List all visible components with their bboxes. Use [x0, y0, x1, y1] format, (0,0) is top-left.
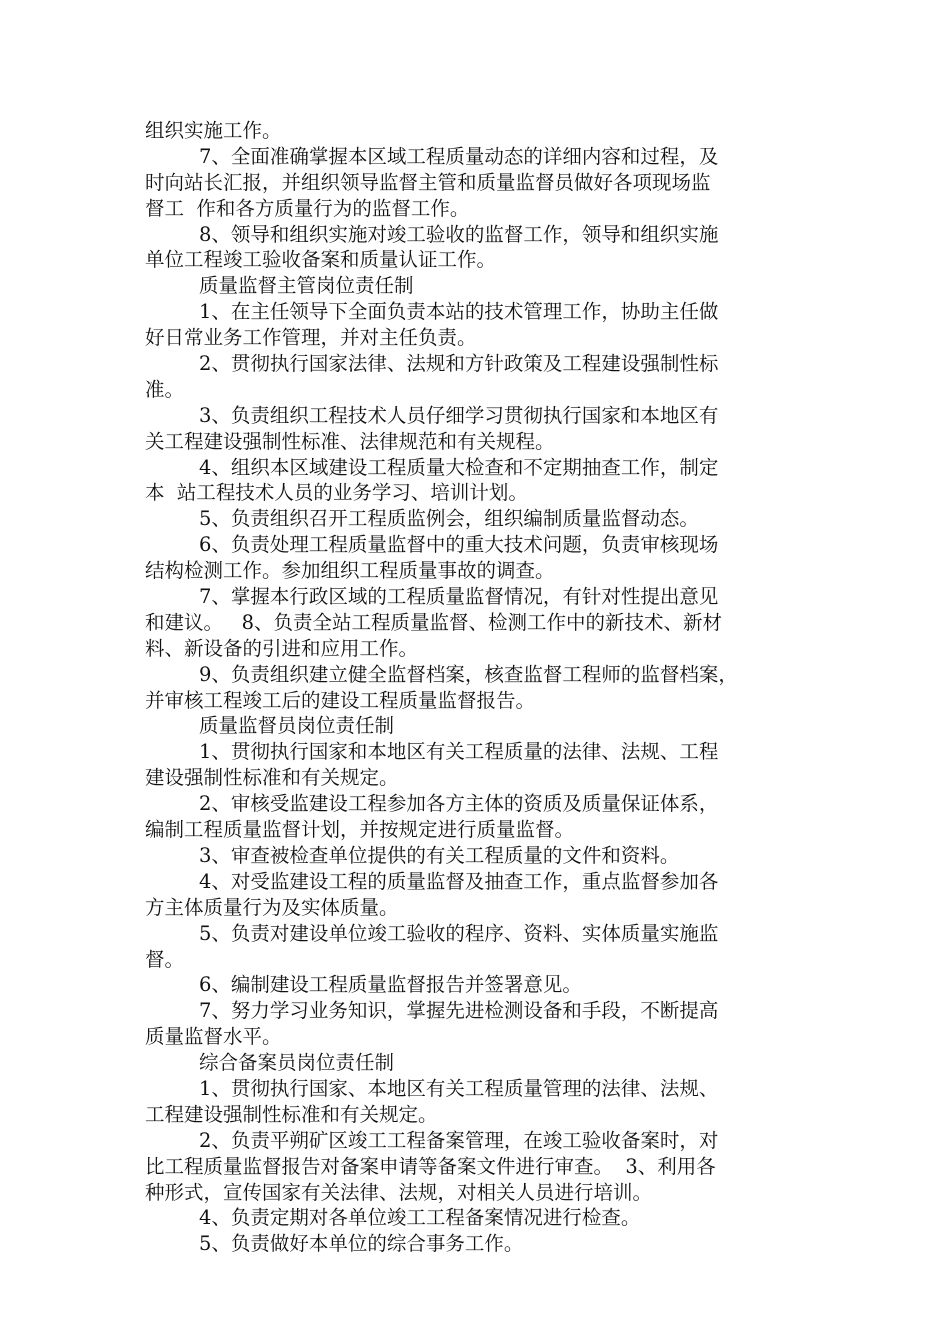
text-line: 建设强制性标准和有关规定。 [145, 766, 399, 790]
text-line: 2、负责平朔矿区竣工工程备案管理，在竣工验收备案时，对 [199, 1128, 719, 1152]
text-line: 3、负责组织工程技术人员仔细学习贯彻执行国家和本地区有 [199, 403, 719, 427]
text-line: 4、组织本区域建设工程质量大检查和不定期抽查工作，制定 [199, 455, 719, 479]
text-line: 单位工程竣工验收备案和质量认证工作。 [145, 248, 497, 272]
text-line: 7、掌握本行政区域的工程质量监督情况，有针对性提出意见 [199, 585, 719, 609]
text-line: 2、审核受监建设工程参加各方主体的资质及质量保证体系， [199, 792, 719, 816]
text-line: 5、负责做好本单位的综合事务工作。 [199, 1232, 524, 1256]
text-line: 1、贯彻执行国家和本地区有关工程质量的法律、法规、工程 [199, 740, 719, 764]
text-line: 时向站长汇报，并组织领导监督主管和质量监督员做好各项现场监 [145, 170, 711, 194]
section-heading: 质量监督员岗位责任制 [199, 714, 395, 738]
section-heading: 综合备案员岗位责任制 [199, 1051, 395, 1075]
text-line: 4、负责定期对各单位竣工工程备案情况进行检查。 [199, 1206, 641, 1230]
text-line: 组织实施工作。 [145, 119, 282, 142]
text-line: 6、编制建设工程质量监督报告并签署意见。 [199, 973, 582, 997]
text-line: 9、负责组织建立健全监督档案，核查监督工程师的监督档案， [199, 662, 738, 686]
text-line: 4、对受监建设工程的质量监督及抽查工作，重点监督参加各 [199, 869, 719, 893]
text-line: 督。 [145, 947, 185, 971]
text-line: 结构检测工作。参加组织工程质量事故的调查。 [145, 559, 555, 583]
text-line: 种形式，宣传国家有关法律、法规，对相关人员进行培训。 [145, 1180, 653, 1204]
text-line: 督工 作和各方质量行为的监督工作。 [145, 196, 470, 220]
text-line: 6、负责处理工程质量监督中的重大技术问题，负责审核现场 [199, 533, 719, 557]
text-line: 2、贯彻执行国家法律、法规和方针政策及工程建设强制性标 [199, 352, 719, 376]
text-line: 质量监督水平。 [145, 1025, 282, 1049]
text-line: 7、全面准确掌握本区域工程质量动态的详细内容和过程，及 [199, 144, 719, 168]
text-line: 7、努力学习业务知识，掌握先进检测设备和手段，不断提高 [199, 999, 719, 1023]
text-line: 比工程质量监督报告对备案申请等备案文件进行审查。 3、利用各 [145, 1154, 716, 1178]
text-line: 料、新设备的引进和应用工作。 [145, 636, 419, 660]
text-line: 本 站工程技术人员的业务学习、培训计划。 [145, 481, 528, 505]
section-heading: 质量监督主管岗位责任制 [199, 274, 414, 298]
text-line: 工程建设强制性标准和有关规定。 [145, 1102, 438, 1126]
text-line: 1、贯彻执行国家、本地区有关工程质量管理的法律、法规、 [199, 1076, 719, 1100]
text-line: 好日常业务工作管理，并对主任负责。 [145, 326, 477, 350]
text-line: 方主体质量行为及实体质量。 [145, 895, 399, 919]
text-line: 编制工程质量监督计划，并按规定进行质量监督。 [145, 818, 575, 842]
text-line: 和建议。 8、负责全站工程质量监督、检测工作中的新技术、新材 [145, 610, 723, 634]
text-line: 5、负责组织召开工程质监例会，组织编制质量监督动态。 [199, 507, 699, 531]
text-line: 并审核工程竣工后的建设工程质量监督报告。 [145, 688, 536, 712]
text-line: 关工程建设强制性标准、法律规范和有关规程。 [145, 429, 555, 453]
text-line: 准。 [145, 377, 185, 401]
text-line: 8、领导和组织实施对竣工验收的监督工作，领导和组织实施 [199, 222, 719, 246]
text-line: 1、在主任领导下全面负责本站的技术管理工作，协助主任做 [199, 300, 719, 324]
document-body [145, 118, 810, 1257]
text-line: 5、负责对建设单位竣工验收的程序、资料、实体质量实施监 [199, 921, 719, 945]
text-line: 3、审查被检查单位提供的有关工程质量的文件和资料。 [199, 843, 680, 867]
